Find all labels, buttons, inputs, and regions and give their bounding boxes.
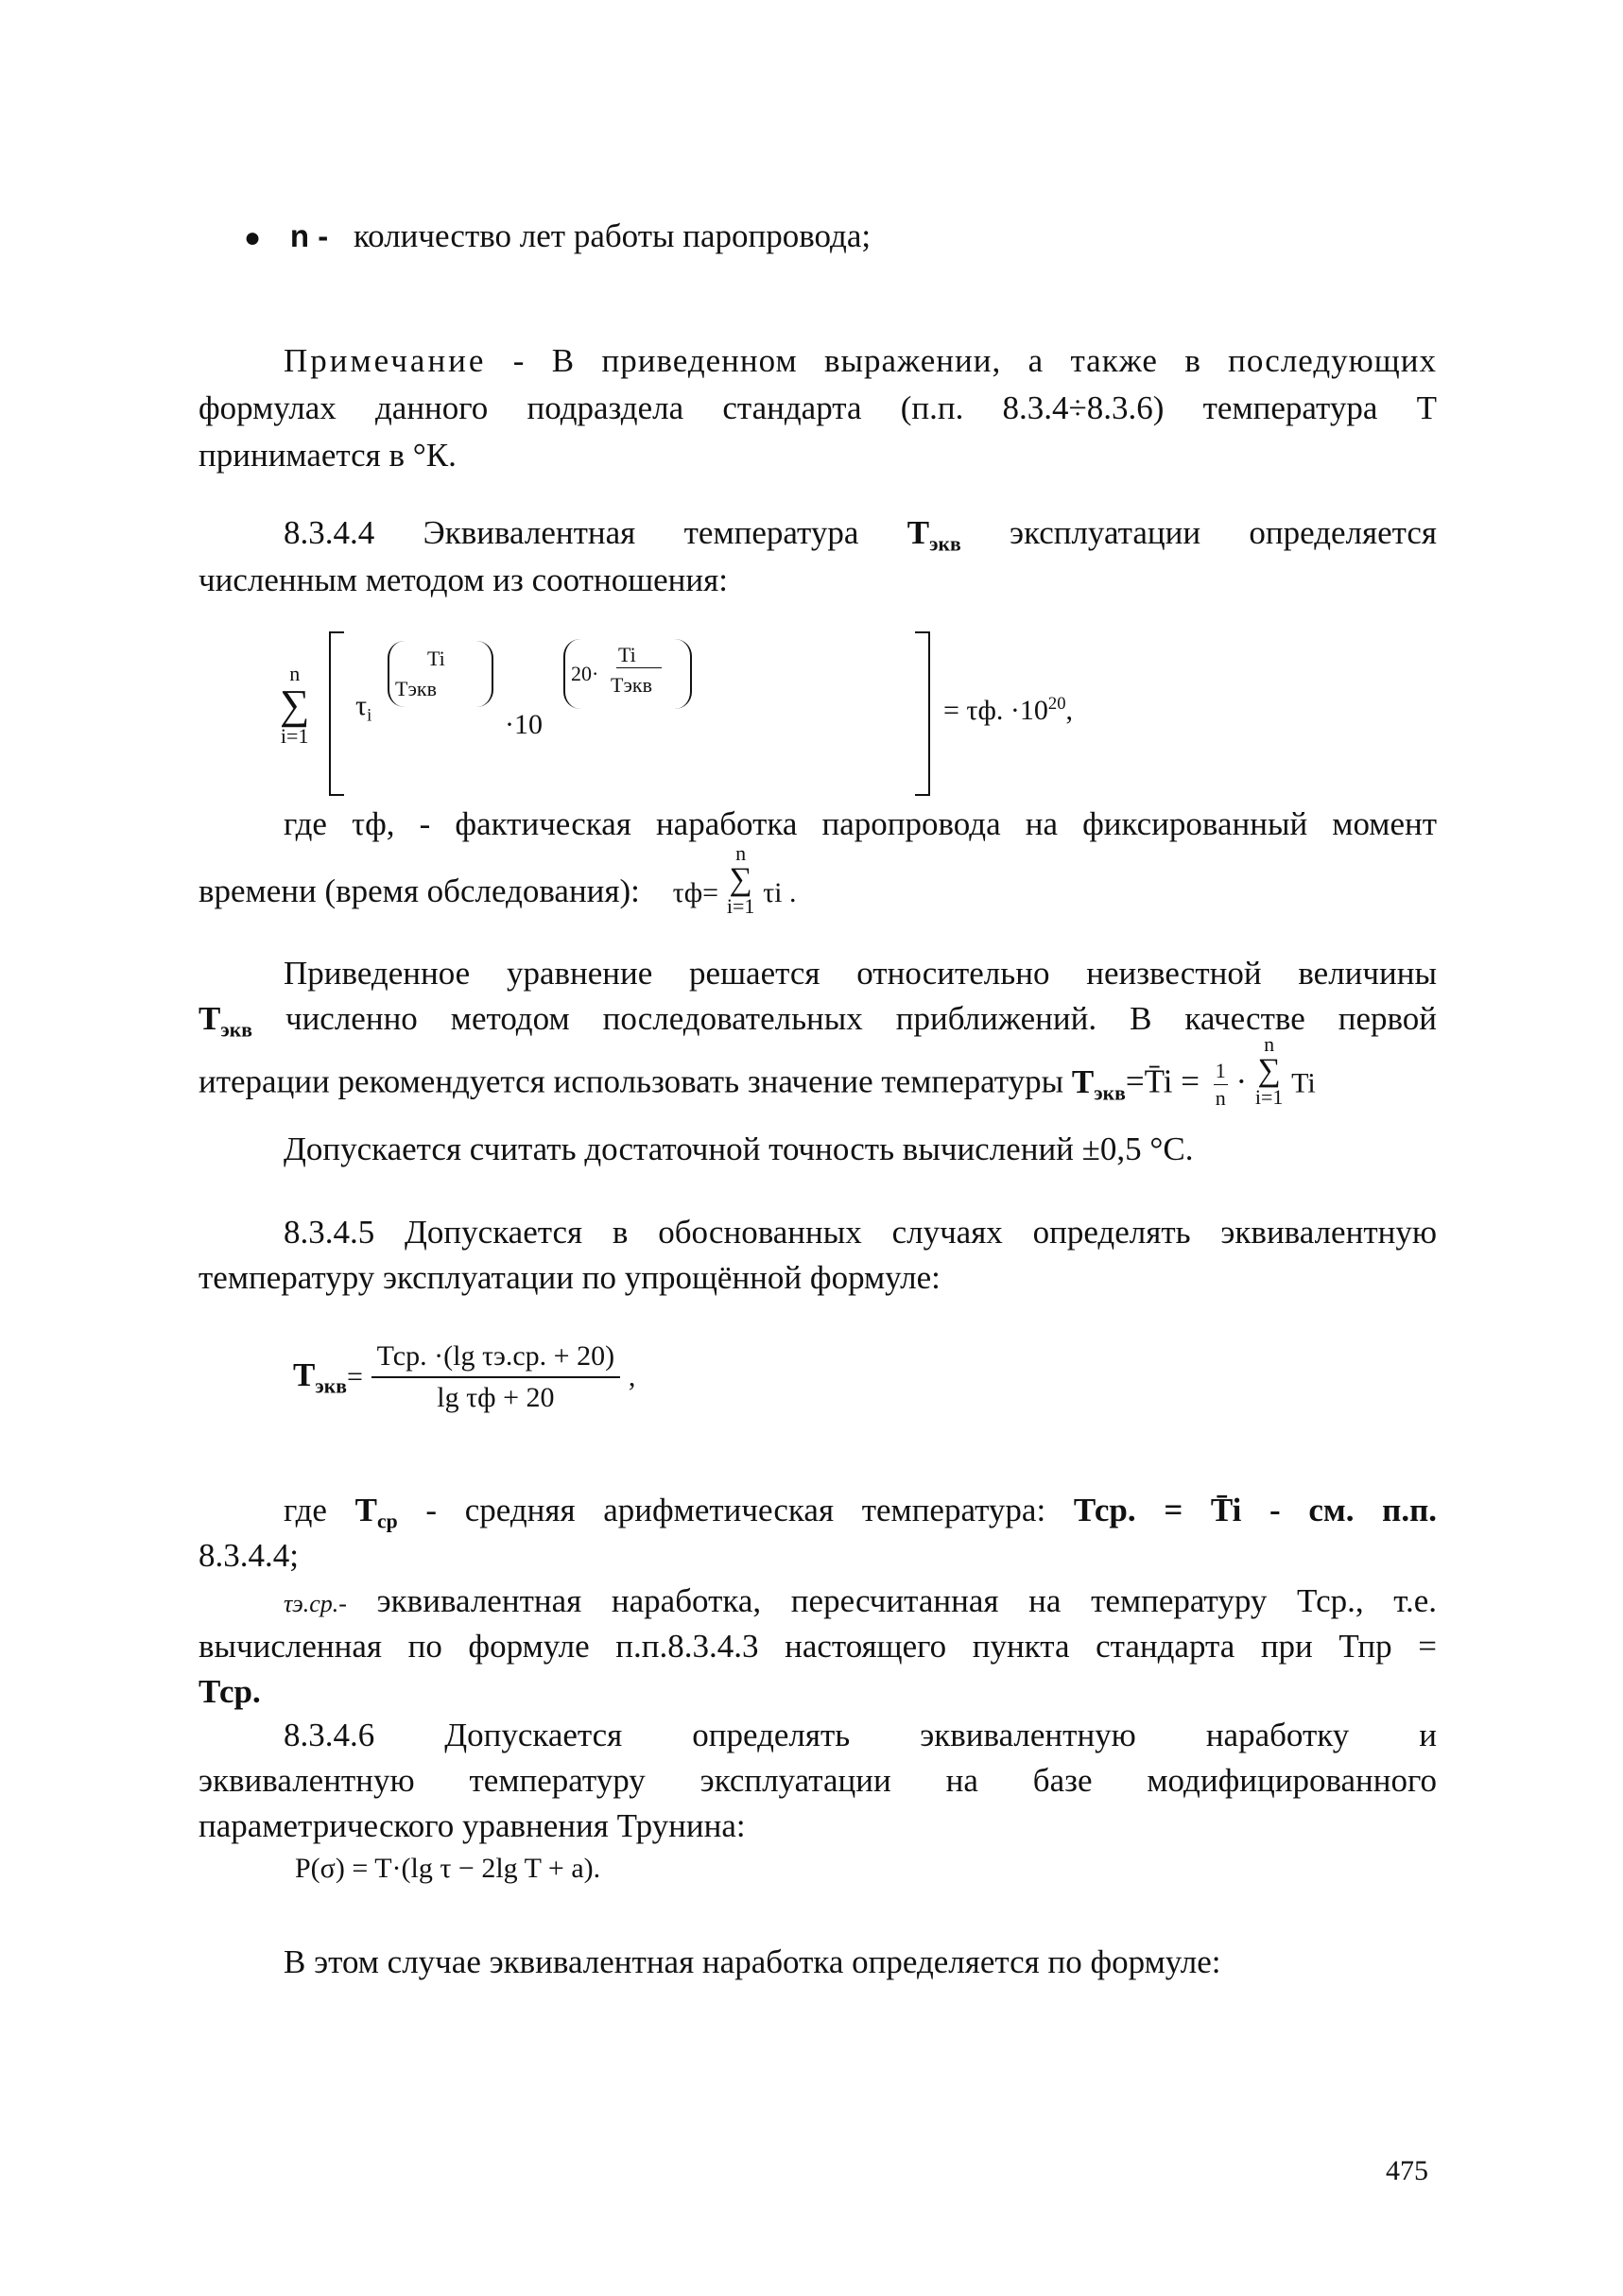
eq-para-line-1: Приведенное уравнение решается относительно неизвестной величины bbox=[284, 955, 1437, 992]
final-line: В этом случае эквивалентная наработка определяется по формуле: bbox=[284, 1943, 1221, 1980]
note-line-1-rest: - В приведенном выражении, а также в последующих bbox=[512, 342, 1437, 379]
where-tcp-line-1: где $Т_{ср}$ - средняя арифметическая температура: Тср. = T̄i - см. п.п. bbox=[284, 1492, 1438, 1533]
formula-1 bbox=[280, 631, 1131, 792]
formula-1-exp1: Ti Тэкв bbox=[388, 641, 493, 716]
section-8344-text: 8.3.4.4 Эквивалентная температура bbox=[284, 514, 859, 551]
where-tau-f-line-2: времени (время обследования): τф= n ∑ i=1 τi . bbox=[199, 841, 797, 918]
eq-para-line-2: $Т_{экв}$ численно методом последовательных приближений. В качестве первой bbox=[199, 1000, 1438, 1042]
accuracy-line: Допускается считать достаточной точность вычислений ±0,5 °С. bbox=[284, 1131, 1194, 1167]
section-8344-text-end: эксплуатации определяется bbox=[1010, 514, 1438, 551]
trunin-formula: P(σ) = T·(lg τ − 2lg T + a). bbox=[295, 1853, 601, 1884]
where-tcp-line-5: Тср. bbox=[199, 1673, 261, 1710]
formula-1-ten: ·10 bbox=[505, 709, 543, 740]
page-number: 475 bbox=[1386, 2155, 1428, 2186]
formula-2-numerator: Тср. ·(lg τэ.ср. + 20) bbox=[371, 1340, 620, 1378]
bullet-dot: ● bbox=[244, 222, 262, 253]
note-label: Примечание bbox=[284, 342, 487, 379]
section-8344-line-1 bbox=[284, 514, 1437, 557]
section-8346-line-2: эквивалентную температуру эксплуатации на базе модифицированного bbox=[199, 1762, 1437, 1799]
formula-1-exp2: 20· Ti Тэкв bbox=[563, 639, 692, 717]
section-8345-line-2: температуру эксплуатации по упрощённой формуле: bbox=[199, 1259, 941, 1296]
where-tcp-line-2: 8.3.4.4; bbox=[199, 1537, 299, 1574]
formula-1-brackets bbox=[329, 631, 930, 792]
section-8345-line-1: 8.3.4.5 Допускается в обоснованных случаях определять эквивалентную bbox=[284, 1214, 1437, 1251]
tekv-symbol: $Т_{экв}$ bbox=[906, 514, 961, 556]
section-8344-line-2: численным методом из соотношения: bbox=[199, 561, 728, 598]
note-line-3: принимается в °К. bbox=[199, 437, 457, 474]
bullet-line bbox=[244, 217, 871, 255]
section-8346-line-1: 8.3.4.6 Допускается определять эквивалентную наработку и bbox=[284, 1717, 1437, 1753]
section-8346-line-3: параметрического уравнения Трунина: bbox=[199, 1807, 746, 1844]
formula-2-denominator: lg τф + 20 bbox=[437, 1382, 555, 1413]
eq-para-line-3: итерации рекомендуется использовать значение температуры $Т_{экв}=T̄i$ = $\frac{1}{n}$ · n ∑ i=1 Ti bbox=[199, 1031, 1316, 1110]
formula-2: $Т_{экв}=$ $\frac{\text{Тср. ·(lg τэ.ср. + 20)}}{\text{lg τф + 20}}$ , bbox=[293, 1340, 636, 1413]
note-line-2: формулах данного подраздела стандарта (п.п. 8.3.4÷8.3.6) температура Т bbox=[199, 389, 1437, 426]
formula-1-sum: n ∑ i=1 bbox=[280, 662, 310, 748]
note-line-1 bbox=[284, 342, 1437, 380]
where-tcp-line-4: вычисленная по формуле п.п.8.3.4.3 настоящего пункта стандарта при Тпр = bbox=[199, 1628, 1437, 1665]
where-tcp-line-3: τэ.ср.- эквивалентная наработка, пересчитанная на температуру Тср., т.е. bbox=[284, 1582, 1438, 1619]
formula-1-rhs: = τф. $\cdot 10^{20}$, bbox=[943, 694, 1073, 726]
where-tau-f-line-1: где τф, - фактическая наработка паропровода на фиксированный момент bbox=[284, 805, 1437, 842]
bullet-text: количество лет работы паропровода; bbox=[353, 217, 872, 254]
bullet-symbol: n - bbox=[289, 218, 329, 253]
formula-1-body: $\tau_i$ bbox=[355, 690, 372, 726]
